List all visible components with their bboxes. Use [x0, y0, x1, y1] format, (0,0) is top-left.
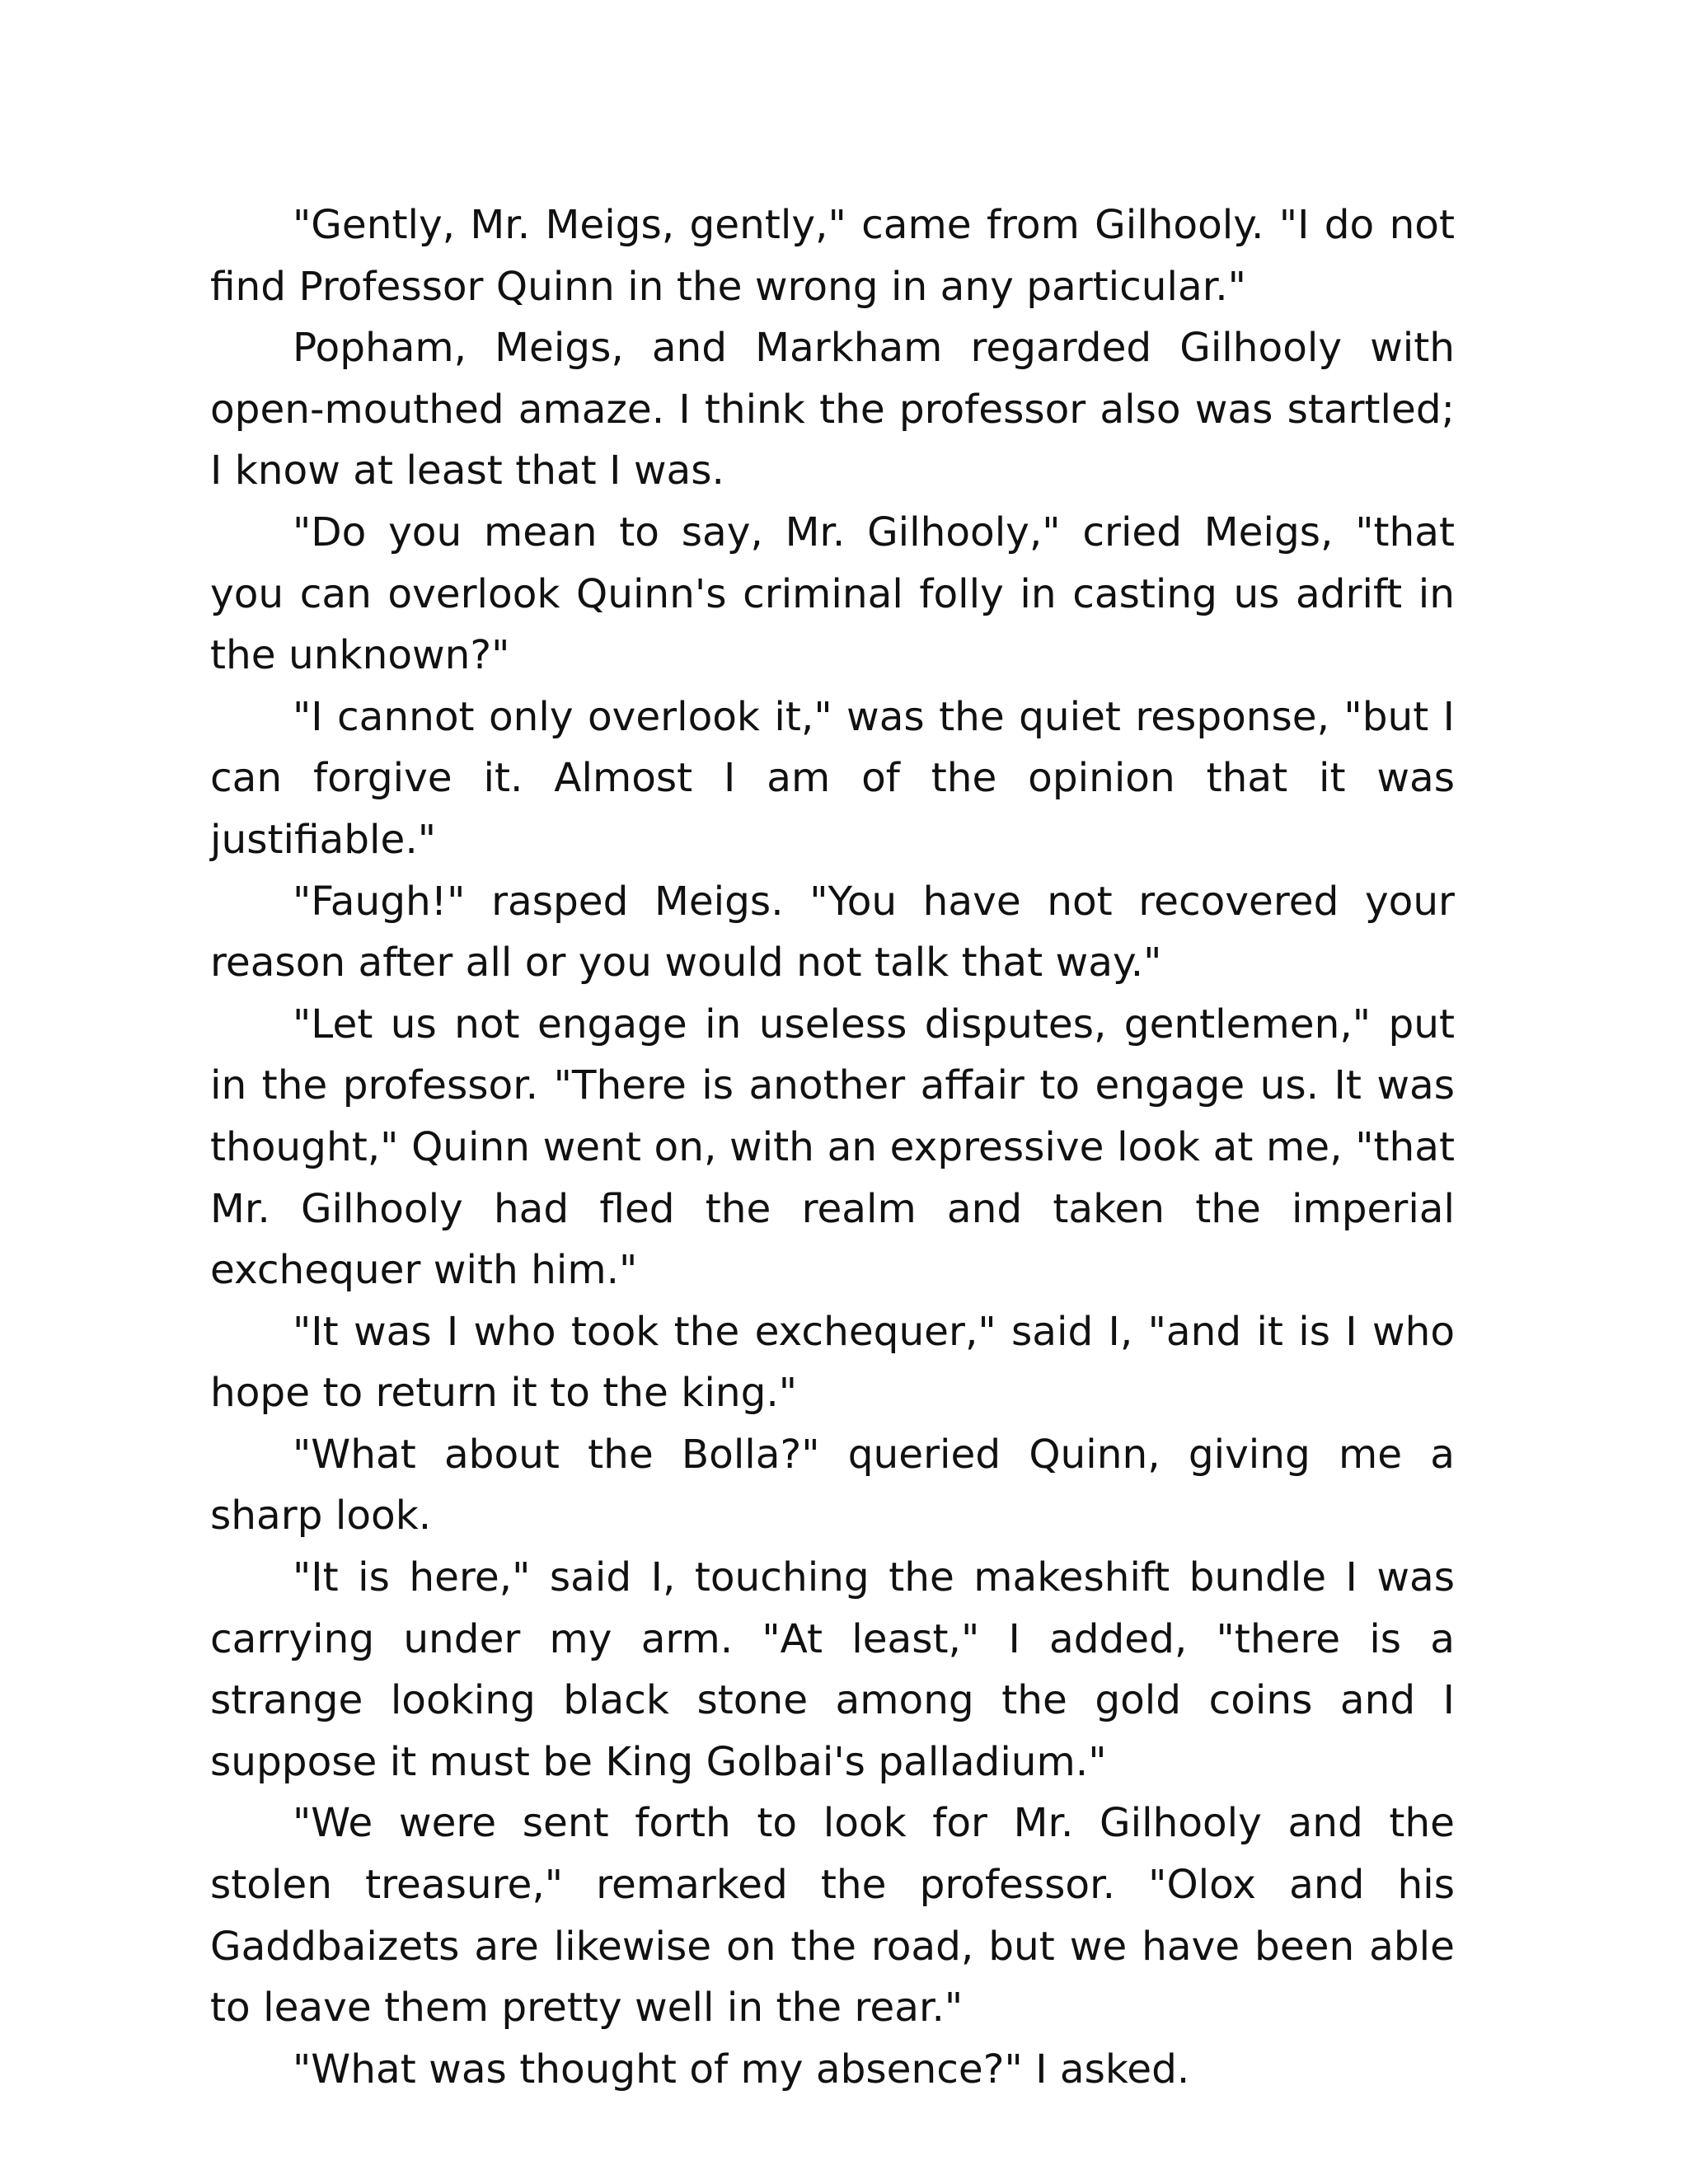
paragraph: "We were sent forth to look for Mr. Gilhooly and the stolen treasure," remarked the professor. "Olox and his Gaddbaizets are likewise on the road, but we have been able to leave them pretty well in the rear." [210, 1800, 1455, 2032]
paragraph: "I cannot only overlook it," was the quiet response, "but I can forgive it. Almost I am of the opinion that it was justifiable." [210, 693, 1455, 863]
paragraph: "Gently, Mr. Meigs, gently," came from Gilhooly. "I do not find Professor Quinn in the wrong in any particular." [210, 202, 1455, 310]
paragraph: Popham, Meigs, and Markham regarded Gilhooly with open-mouthed amaze. I think the professor also was startled; I know at least that I was. [210, 325, 1455, 494]
paragraph: "Let us not engage in useless disputes, gentlemen," put in the professor. "There is another affair to engage us. It was thought," Quinn went on, with an expressive look at me, "that Mr. Gilhooly had fled the realm and taken the imperial exchequer with him." [210, 1001, 1455, 1294]
paragraph: "What was thought of my absence?" I asked. [293, 2046, 1190, 2093]
paragraph: "Do you mean to say, Mr. Gilhooly," cried Meigs, "that you can overlook Quinn's criminal folly in casting us adrift in the unknown?" [210, 509, 1455, 679]
paragraph: "It was I who took the exchequer," said I, "and it is I who hope to return it to the king." [210, 1308, 1455, 1417]
paragraph: "What about the Bolla?" queried Quinn, giving me a sharp look. [210, 1431, 1455, 1540]
paragraph: "Faugh!" rasped Meigs. "You have not recovered your reason after all or you would not talk that way." [210, 878, 1455, 987]
page-text [210, 194, 1455, 2100]
paragraph: "It is here," said I, touching the makeshift bundle I was carrying under my arm. "At least," I added, "there is a strange looking black stone among the gold coins and I suppose it must be King Golbai's palladium." [210, 1554, 1455, 1785]
